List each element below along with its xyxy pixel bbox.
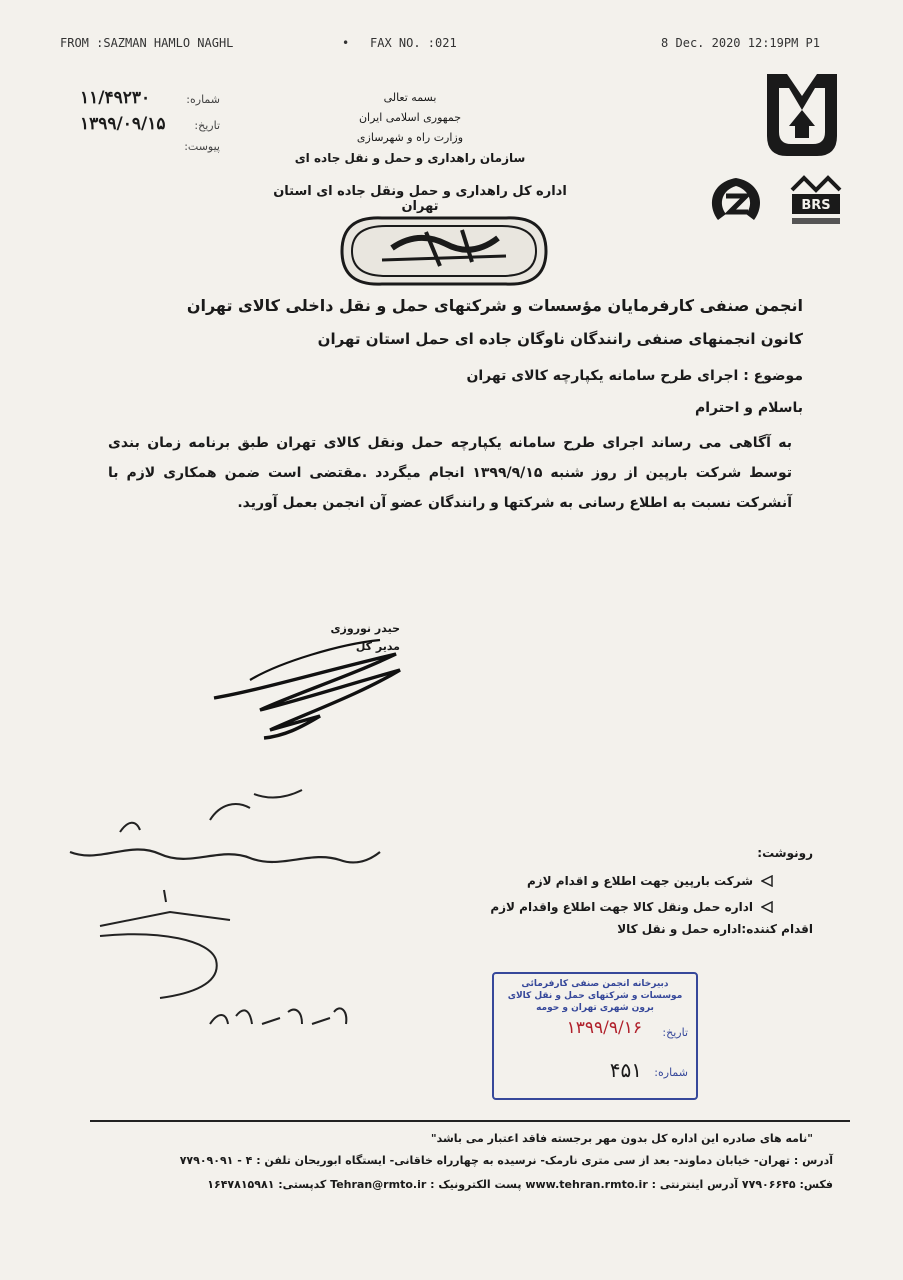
footer-contact: فکس: ۷۷۹۰۶۶۴۵ آدرس اینترنتی : www.tehran.rmto.ir پست الکترونیک : Tehran@rmto.ir کدپستی: ۱۶۴۷۸۱۵۹۸۱ <box>207 1178 833 1191</box>
cc-item <box>413 868 773 894</box>
letter-number: ۱۱/۴۹۲۳۰ <box>80 88 151 108</box>
cc-item-text: اداره حمل ونقل کالا جهت اطلاع واقدام لازم <box>490 900 753 914</box>
cc-item-text: شرکت بارپین جهت اطلاع و اقدام لازم <box>526 874 753 888</box>
letter-date-row <box>80 114 220 140</box>
organization-name: سازمان راهداری و حمل و نقل جاده ای <box>294 151 526 165</box>
action-office: اقدام کننده:اداره حمل و نقل کالا <box>617 922 813 936</box>
signature-block <box>200 620 420 750</box>
subject-line: موضوع : اجرای طرح سامانه یکپارچه کالای تهران <box>466 368 803 384</box>
letter-date-label: تاریخ: <box>194 119 220 132</box>
cc-list <box>413 868 773 920</box>
footer-divider <box>90 1120 850 1122</box>
handwritten-referral-note <box>40 780 400 1060</box>
letterhead-heading <box>290 88 530 168</box>
republic-name: جمهوری اسلامی ایران <box>358 111 462 124</box>
arrow-bullet-icon <box>761 875 773 887</box>
footer-address: آدرس : تهران- خیابان دماوند- بعد از سی متری نارمک- نرسیده به چهارراه خاقانی- ایستگاه ابوریحان تلفن : ۴ - ۷۷۹۰۹۰۹۱ <box>179 1154 833 1167</box>
cc-label: رونوشت: <box>757 846 813 860</box>
quality-award-logo-icon <box>700 172 772 228</box>
fax-number: FAX NO. :021 <box>370 36 457 50</box>
letter-number-label: شماره: <box>186 93 220 106</box>
office-name: اداره کل راهداری و حمل ونقل جاده ای استان تهران <box>273 184 567 214</box>
letter-attachment-label: پیوست: <box>184 140 220 153</box>
recipient-line-1: انجمن صنفی کارفرمایان مؤسسات و شرکتهای حمل و نقل داخلی کالای تهران <box>186 296 803 315</box>
stamp-number-label: شماره: <box>654 1066 688 1079</box>
handwritten-signature <box>200 620 420 750</box>
stamp-number-row <box>502 1058 688 1086</box>
cc-item <box>413 894 773 920</box>
recipient-line-2: کانون انجمنهای صنفی رانندگان ناوگان جاده ای حمل استان تهران <box>317 330 803 348</box>
stamp-date-label: تاریخ: <box>662 1026 688 1039</box>
stamp-date-row <box>502 1018 688 1046</box>
fax-transmission-header <box>60 36 820 56</box>
letter-attachment-row <box>80 140 220 166</box>
invocation: بسمه تعالی <box>383 91 437 104</box>
arrow-bullet-icon <box>761 901 773 913</box>
received-stamp <box>492 972 698 1100</box>
letter-body: به آگاهی می رساند اجرای طرح سامانه یکپارچه حمل ونقل کالای تهران طبق برنامه زمان بندی توسط شرکت بارپین از روز شنبه ۱۳۹۹/۹/۱۵ انجام میگردد .مقتضی است ضمن همکاری لازم با آنشرکت نسبت به اطلاع رسانی به شرکتها و رانندگان عضو آن انجمن بعمل آورید. <box>108 435 792 511</box>
rmto-logo-icon <box>763 66 841 162</box>
footer-validity-note: "نامه های صادره این اداره کل بدون مهر برجسته فاقد اعتبار می باشد" <box>430 1132 813 1145</box>
ministry-name: وزارت راه و شهرسازی <box>356 131 464 144</box>
brs-iso-logo-icon <box>786 172 846 232</box>
letter-meta-block <box>80 88 220 166</box>
greeting: باسلام و احترام <box>695 400 803 416</box>
fax-datetime: 8 Dec. 2020 12:19PM P1 <box>661 36 820 50</box>
letter-number-row <box>80 88 220 114</box>
stamp-number: ۴۵۱ <box>609 1058 642 1082</box>
stamp-date: ۱۳۹۹/۹/۱۶ <box>566 1018 642 1038</box>
svg-text:BRS: BRS <box>801 198 831 213</box>
year-slogan-emblem <box>322 208 566 294</box>
signatory-name: حیدر نوروزی <box>330 622 400 635</box>
fax-from: FROM :SAZMAN HAMLO NAGHL <box>60 36 234 50</box>
fax-separator-dot: • <box>342 36 350 50</box>
stamp-header: دبیرخانه انجمن صنفی کارفرمائی موسسات و شرکتهای حمل و نقل کالای برون شهری تهران و حومه <box>507 979 683 1013</box>
letter-date: ۱۳۹۹/۰۹/۱۵ <box>80 114 166 134</box>
signatory-title: مدیر کل <box>355 640 400 653</box>
